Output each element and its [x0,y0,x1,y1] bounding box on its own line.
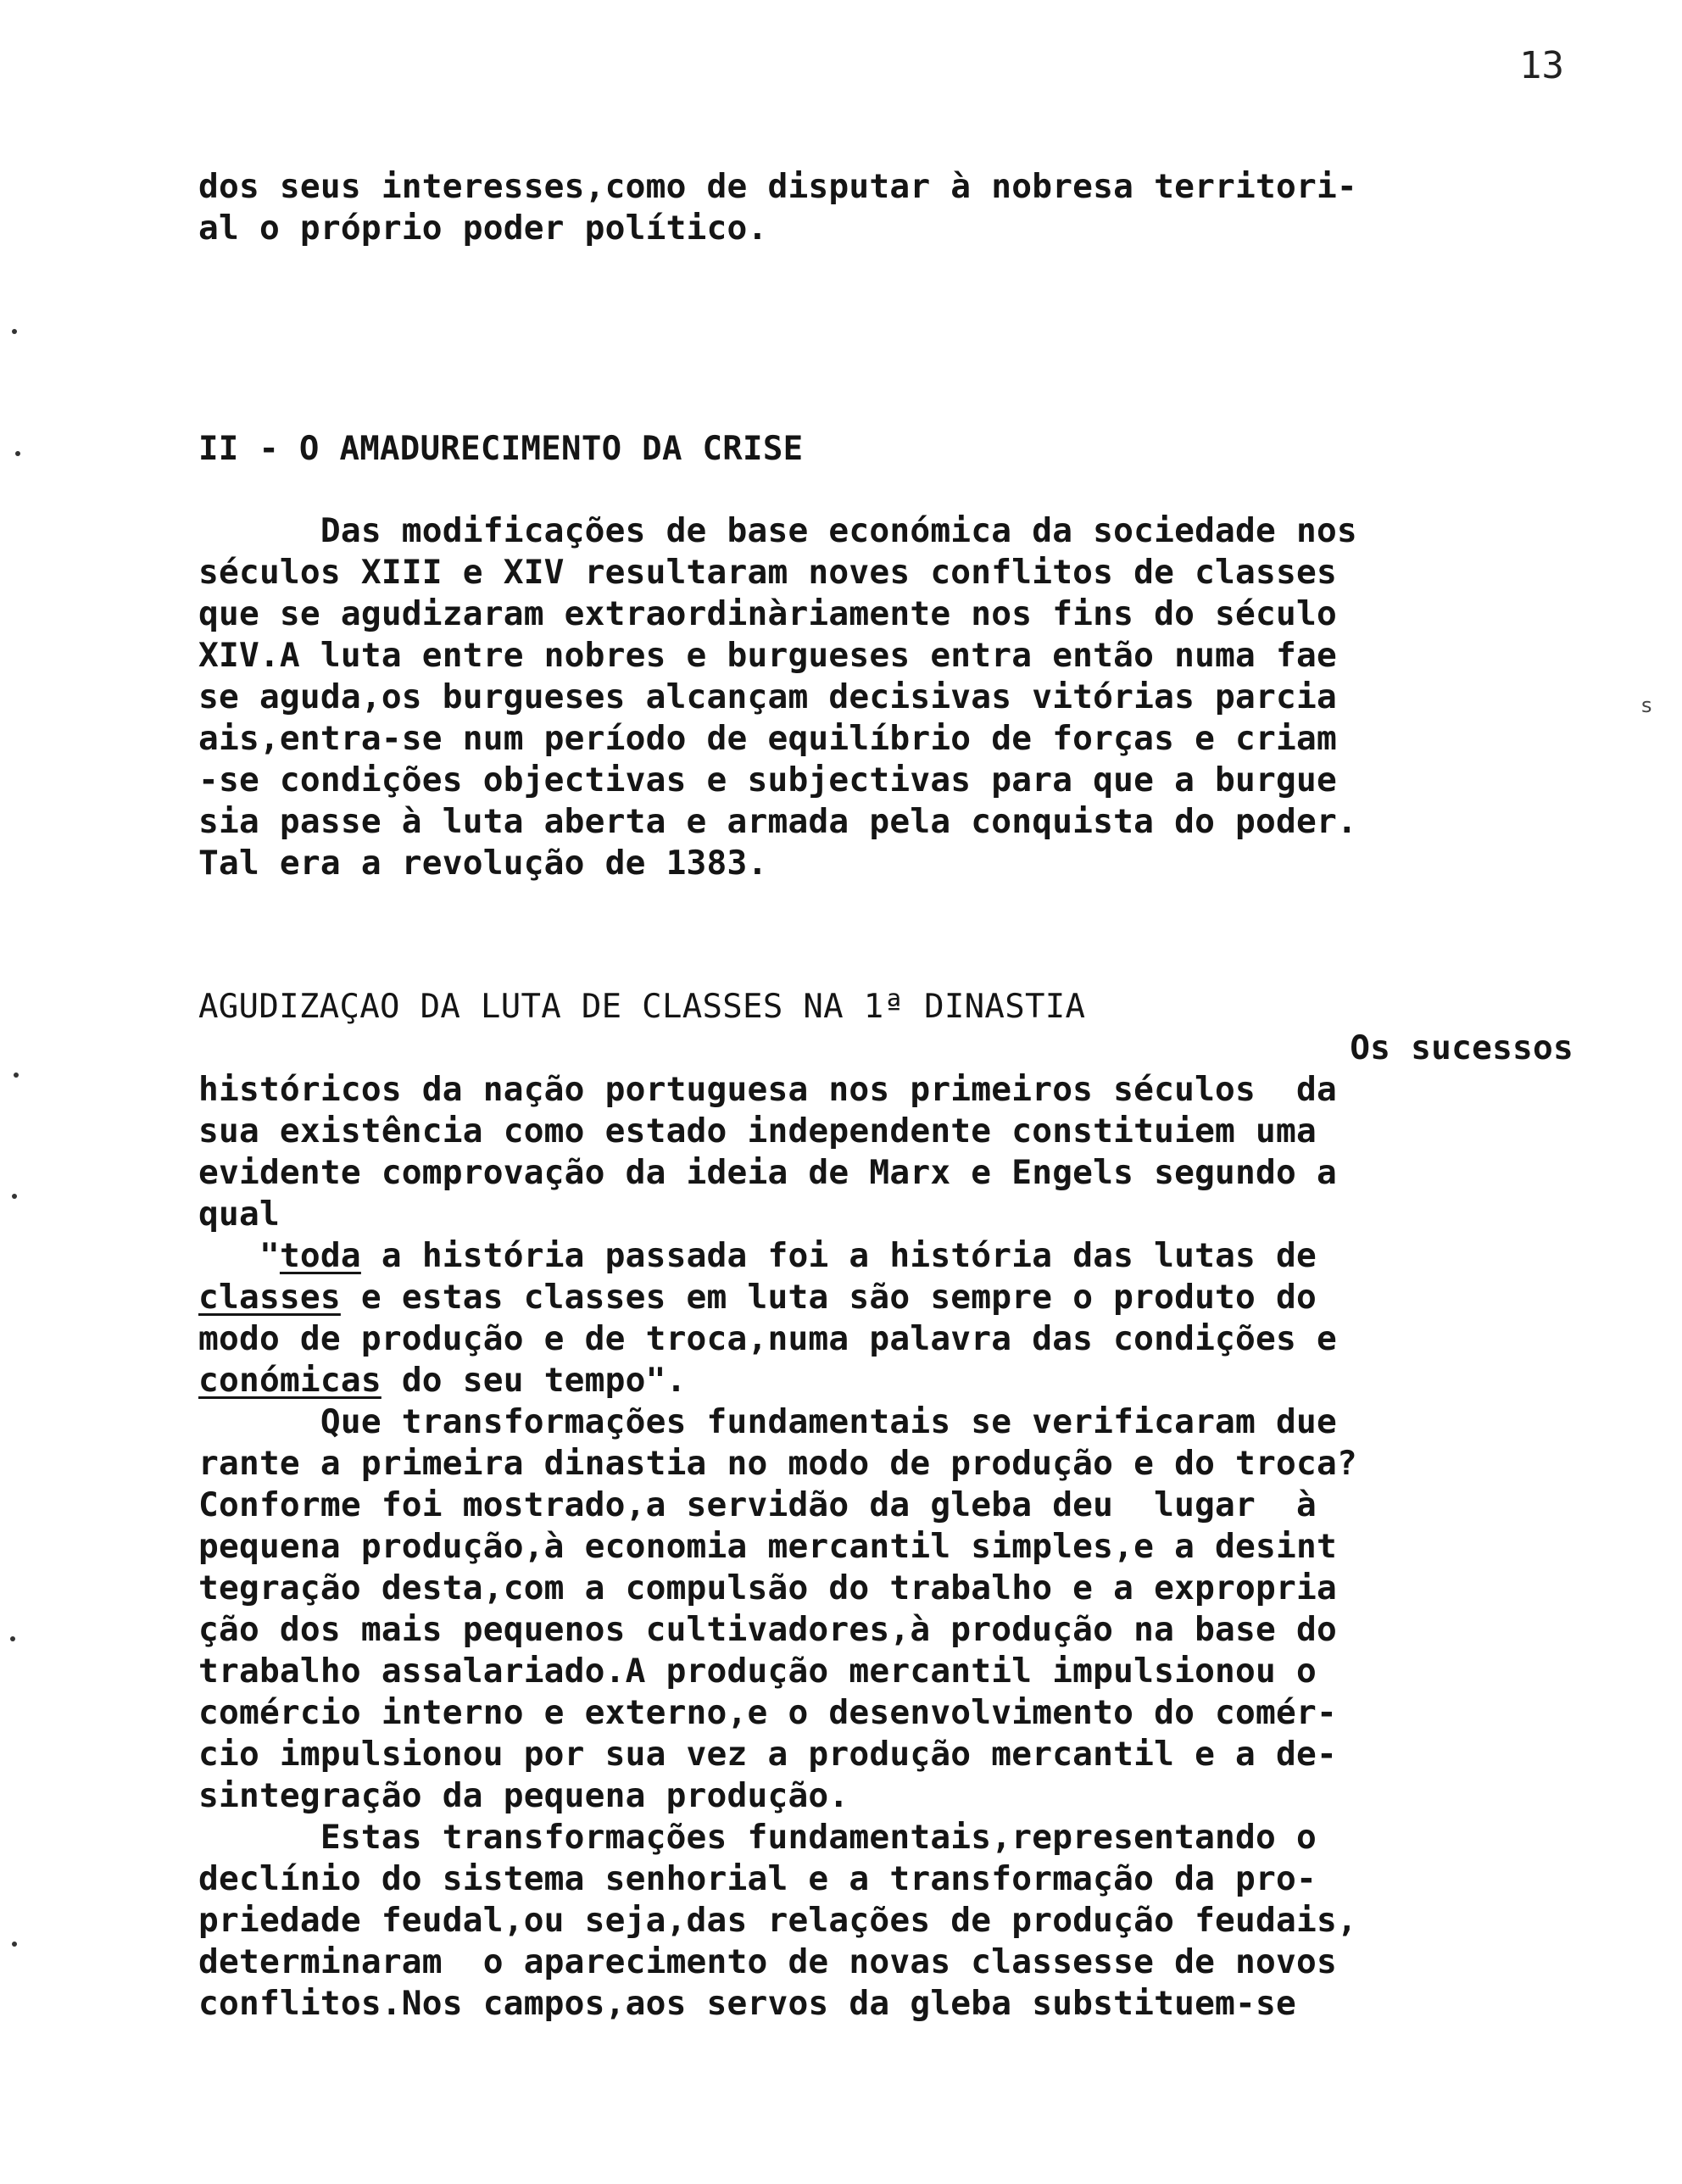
scan-speck [10,1636,15,1641]
scan-speck [12,329,17,334]
quote-text: a história passada foi a história das lutas de [360,1236,1317,1275]
text-line: ção dos mais pequenos cultivadores,à produção na base do [198,1610,1337,1649]
text-line: evidente comprovação da ideia de Marx e Engels segundo a [198,1153,1337,1192]
text-line: Das modificações de base económica da sociedade nos [198,511,1357,550]
paragraph-sucessos [198,1028,1640,1235]
text-line: sua existência como estado independente constituiem uma [198,1112,1317,1150]
underlined-word: conómicas [198,1361,382,1400]
text-line: cio impulsionou por sua vez a produção mercantil e a de- [198,1735,1337,1774]
page-number: 13 [1519,44,1564,87]
text-line: sia passe à luta aberta e armada pela conquista do poder. [198,802,1357,841]
text-line: -se condições objectivas e subjectivas para que a burgue [198,760,1337,800]
subheading: AGUDIZAÇAO DA LUTA DE CLASSES NA 1ª DINASTIA [198,988,1086,1026]
text-line: conflitos.Nos campos,aos servos da gleba substituem-se [198,1984,1296,2023]
underlined-word: toda [279,1236,361,1275]
text-line: trabalho assalariado.A produção mercantil impulsionou o [198,1652,1317,1691]
paragraph-intro [198,166,1640,249]
text-line [198,1360,1640,1401]
quote-text: do seu tempo". [381,1361,687,1400]
scan-speck [14,1072,19,1078]
subheading-tail: Os sucessos [1350,1028,1573,1067]
text-line: Conforme foi mostrado,a servidão da gleba deu lugar à [198,1485,1317,1524]
section-heading: II - O AMADURECIMENTO DA CRISE [198,430,804,468]
text-line [198,1235,1640,1277]
text-line: históricos da nação portuguesa nos primeiros séculos da [198,1070,1337,1109]
text-line: modo de produção e de troca,numa palavra das condições e [198,1319,1337,1358]
text-line: comércio interno e externo,e o desenvolvimento do comér- [198,1693,1337,1732]
paragraph-crise [198,510,1640,884]
text-line: tegração desta,com a compulsão do trabalho e a expropria [198,1568,1337,1607]
scan-speck [12,1194,17,1199]
margin-note: s [1641,694,1652,717]
quote-text: e estas classes em luta são sempre o produto do [340,1278,1317,1317]
text-line: al o próprio poder político. [198,209,768,248]
text-line: sintegração da pequena produção. [198,1776,849,1815]
text-line [198,1277,1640,1318]
text-line: séculos XIII e XIV resultaram noves conflitos de classes [198,553,1337,592]
quote-open: " [198,1236,280,1275]
paragraph-estas [198,1817,1640,2025]
text-line: ais,entra-se num período de equilíbrio de forças e criam [198,719,1337,758]
text-line: determinaram o aparecimento de novas classesse de novos [198,1942,1337,1981]
scan-speck [12,1942,17,1947]
text-line: dos seus interesses,como de disputar à nobresa territori- [198,167,1357,206]
scan-speck [15,451,20,456]
text-line: rante a primeira dinastia no modo de produção e do troca? [198,1444,1357,1483]
text-line: pequena produção,à economia mercantil simples,e a desint [198,1527,1337,1566]
text-line: qual [198,1195,280,1234]
text-line: priedade feudal,ou seja,das relações de produção feudais, [198,1901,1357,1940]
text-line: se aguda,os burgueses alcançam decisivas vitórias parcia [198,677,1337,716]
text-line: declínio do sistema senhorial e a transformação da pro- [198,1859,1317,1898]
quote-marx-engels [198,1235,1640,1401]
text-line: Tal era a revolução de 1383. [198,844,768,883]
text-line: que se agudizaram extraordinàriamente nos fins do século [198,594,1337,633]
text-line: Que transformações fundamentais se verificaram due [198,1402,1337,1441]
paragraph-transformacoes [198,1401,1640,1817]
text-line: XIV.A luta entre nobres e burgueses entra então numa fae [198,636,1337,675]
underlined-word: classes [198,1278,341,1317]
text-line: Estas transformações fundamentais,representando o [198,1818,1317,1857]
